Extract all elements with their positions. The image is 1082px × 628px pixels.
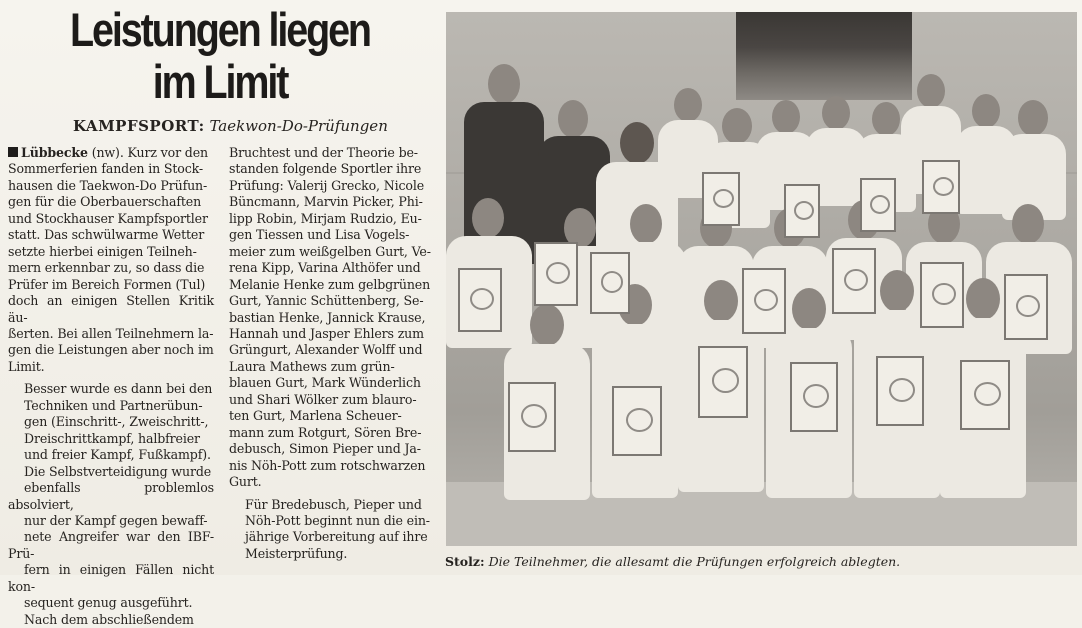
- text-line: nur der Kampf gegen bewaff-: [24, 512, 208, 528]
- text-line: Prüfer im Bereich Formen (Tul): [8, 276, 206, 292]
- article-column-1: [8, 145, 214, 628]
- photo-certificate: [590, 252, 630, 314]
- text-line: standen folgende Sportler ihre: [229, 161, 422, 177]
- text-line: debusch, Simon Pieper und Ja-: [229, 441, 421, 457]
- text-line: Techniken und Partnerübun-: [24, 397, 203, 413]
- article-headline: [35, 4, 405, 108]
- text-line: Bruchtest und der Theorie be-: [229, 145, 418, 160]
- text-line: Grüngurt, Alexander Wolff und: [229, 342, 423, 358]
- text-line: mann zum Rotgurt, Sören Bre-: [229, 424, 422, 440]
- group-photo: [446, 12, 1077, 546]
- text-line: Hannah und Jasper Ehlers zum: [229, 325, 424, 341]
- kicker-topic: Taekwon-Do-Prüfungen: [209, 117, 388, 135]
- text-line: Melanie Henke zum gelbgrünen: [229, 276, 431, 292]
- text-line: Sommerferien fanden in Stock-: [8, 161, 203, 177]
- photo-certificate: [960, 360, 1010, 430]
- text-line: Nöh-Pott beginnt nun die ein-: [245, 512, 430, 528]
- text-line: rena Kipp, Varina Althöfer und: [229, 260, 421, 276]
- text-line: hausen die Taekwon-Do Prüfun-: [8, 177, 208, 193]
- text-line: ebenfalls problemlos absolviert,: [8, 480, 214, 512]
- text-line: gen (Einschritt-, Zweischritt-,: [24, 414, 209, 430]
- text-line: Limit.: [8, 358, 45, 374]
- paragraph-marker-icon: [8, 147, 18, 157]
- paragraph: [8, 381, 214, 611]
- text-line: nete Angreifer war den IBF-Prü-: [8, 529, 214, 561]
- text-line: lipp Robin, Mirjam Rudzio, Eu-: [229, 210, 422, 226]
- text-line: Büncmann, Marvin Picker, Phi-: [229, 194, 423, 210]
- caption-text: Die Teilnehmer, die allesamt die Prüfungen erfolgreich ablegten.: [488, 554, 901, 569]
- photo-certificate: [784, 184, 820, 238]
- article-column-2: [229, 145, 436, 562]
- headline-line-2: im Limit: [152, 55, 288, 108]
- text-line: Die Selbstverteidigung wurde: [24, 463, 212, 479]
- article-kicker: [73, 117, 388, 135]
- photo-certificate: [832, 248, 876, 314]
- text-line: fern in einigen Fällen nicht kon-: [8, 562, 214, 594]
- caption-lead: Stolz:: [445, 554, 485, 569]
- dateline-place: Lübbecke: [21, 145, 88, 160]
- text-line: Lübbecke (nw). Kurz vor den: [8, 145, 214, 161]
- photo-certificate: [922, 160, 960, 214]
- photo-certificate: [458, 268, 502, 332]
- text-line: Gurt.: [229, 474, 262, 490]
- text-line: und Shari Wölker zum blauro-: [229, 391, 417, 407]
- text-line: blauen Gurt, Mark Wünderlich: [229, 375, 421, 391]
- text-line: ßerten. Bei allen Teilnehmern la-: [8, 325, 214, 341]
- text-line: ten Gurt, Marlena Scheuer-: [229, 408, 402, 424]
- photo-flag: [736, 12, 912, 100]
- text-line: nis Nöh-Pott zum rotschwarzen: [229, 457, 426, 473]
- photo-certificate: [860, 178, 896, 232]
- photo-person: [1002, 100, 1066, 220]
- photo-certificate: [790, 362, 838, 432]
- text-line: Laura Mathews zum grün-: [229, 358, 395, 374]
- text-line: gen für die Oberbauerschaften: [8, 194, 202, 210]
- paragraph: [229, 145, 436, 491]
- text-line: Gurt, Yannic Schüttenberg, Se-: [229, 293, 424, 309]
- text-line: bastian Henke, Jannick Krause,: [229, 309, 426, 325]
- text-line: sequent genug ausgeführt.: [24, 595, 193, 611]
- paragraph: [8, 145, 214, 375]
- photo-certificate: [1004, 274, 1048, 340]
- paragraph: [8, 612, 214, 628]
- text-line: gen Tiessen und Lisa Vogels-: [229, 227, 410, 243]
- text-line: Für Bredebusch, Pieper und: [245, 496, 422, 512]
- paragraph: [229, 497, 436, 563]
- photo-certificate: [920, 262, 964, 328]
- text-line: doch an einigen Stellen Kritik äu-: [8, 293, 214, 325]
- text-line: jährige Vorbereitung auf ihre: [245, 529, 428, 545]
- text-line: Dreischrittkampf, halbfreier: [24, 430, 200, 446]
- photo-certificate: [742, 268, 786, 334]
- text-line: gen die Leistungen aber noch im: [8, 342, 214, 358]
- photo-certificate: [702, 172, 740, 226]
- kicker-section: KAMPFSPORT:: [73, 117, 205, 135]
- text-line: Besser wurde es dann bei den: [24, 381, 213, 397]
- photo-certificate: [534, 242, 578, 306]
- text-line: setzte hierbei einigen Teilneh-: [8, 243, 197, 259]
- photo-caption: [445, 554, 1075, 570]
- photo-certificate: [612, 386, 662, 456]
- text-line: mern erkennbar zu, so dass die: [8, 260, 205, 276]
- text-line: Nach dem abschließendem: [24, 611, 194, 627]
- text-line: und freier Kampf, Fußkampf).: [24, 447, 211, 463]
- text-line: Meisterprüfung.: [245, 545, 348, 561]
- text-line: meier zum weißgelben Gurt, Ve-: [229, 243, 431, 259]
- photo-certificate: [508, 382, 556, 452]
- text-line: und Stockhauser Kampfsportler: [8, 210, 208, 226]
- photo-certificate: [876, 356, 924, 426]
- text-line: statt. Das schwülwarme Wetter: [8, 227, 205, 243]
- photo-certificate: [698, 346, 748, 418]
- text-line: Prüfung: Valerij Grecko, Nicole: [229, 177, 424, 193]
- headline-line-1: Leistungen liegen: [70, 3, 370, 56]
